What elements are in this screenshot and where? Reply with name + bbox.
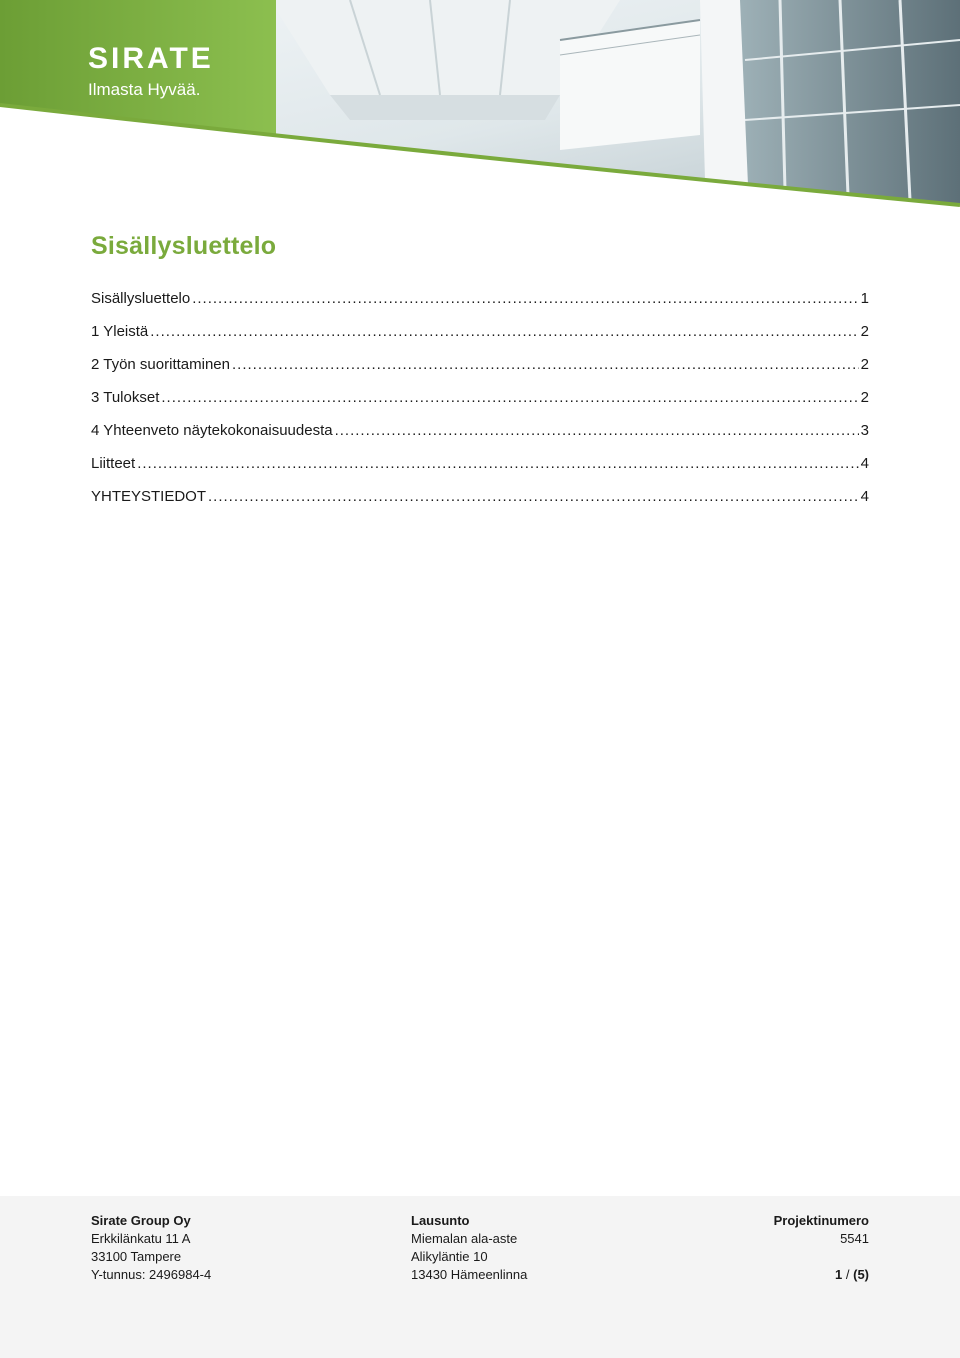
project-number-label: Projektinumero <box>773 1213 869 1228</box>
company-city: 33100 Tampere <box>91 1249 182 1264</box>
site-street: Alikyläntie 10 <box>411 1249 488 1264</box>
document-type: Lausunto <box>411 1213 470 1228</box>
company-business-id: Y-tunnus: 2496984-4 <box>91 1267 212 1282</box>
footer-document <box>411 1212 527 1284</box>
page-counter <box>774 1266 869 1284</box>
logo-slogan: Ilmasta Hyvää. <box>88 80 201 99</box>
toc-entry[interactable] <box>91 356 869 389</box>
page-current: 1 <box>835 1267 843 1282</box>
toc-leader <box>150 323 858 340</box>
toc-entry[interactable] <box>91 323 869 356</box>
project-number: 5541 <box>840 1231 869 1246</box>
toc-entry[interactable] <box>91 455 869 488</box>
toc-leader <box>232 356 859 373</box>
toc-entry-label: 4 Yhteenveto näytekokonaisuudesta <box>91 422 333 439</box>
logo-wordmark: SIRATE <box>88 42 214 75</box>
toc-entry-label: YHTEYSTIEDOT <box>91 488 207 505</box>
toc-entry-label: 1 Yleistä <box>91 323 149 340</box>
page-separator: / <box>842 1267 854 1282</box>
toc-leader <box>208 488 859 505</box>
toc-entry-label: Sisällysluettelo <box>91 290 191 307</box>
toc-leader <box>137 455 858 472</box>
toc-entry-page: 1 <box>860 290 869 307</box>
toc-entry-label: 2 Työn suorittaminen <box>91 356 230 373</box>
toc-entry-page: 2 <box>860 323 869 340</box>
footer-project <box>774 1212 869 1284</box>
toc-entry-page: 2 <box>860 356 869 373</box>
toc-entry-page: 4 <box>860 488 869 505</box>
toc-leader <box>161 389 858 406</box>
page-footer <box>0 1196 960 1358</box>
toc-entry[interactable] <box>91 389 869 422</box>
toc-leader <box>192 290 858 307</box>
toc-list <box>91 290 869 521</box>
company-name: Sirate Group Oy <box>91 1213 191 1228</box>
toc-entry-page: 3 <box>860 422 869 439</box>
site-city: 13430 Hämeenlinna <box>411 1267 528 1282</box>
header-banner <box>0 0 960 215</box>
toc-entry-page: 4 <box>860 455 869 472</box>
toc-entry-label: Liitteet <box>91 455 136 472</box>
toc-entry[interactable] <box>91 290 869 323</box>
toc-entry-page: 2 <box>860 389 869 406</box>
building-photo <box>0 0 960 215</box>
toc-entry[interactable] <box>91 488 869 521</box>
footer-company <box>91 1212 211 1284</box>
page-total: (5) <box>853 1267 869 1282</box>
site-name: Miemalan ala-aste <box>411 1231 518 1246</box>
company-street: Erkkilänkatu 11 A <box>91 1231 191 1246</box>
toc-leader <box>335 422 859 439</box>
toc-entry[interactable] <box>91 422 869 455</box>
toc-entry-label: 3 Tulokset <box>91 389 160 406</box>
toc-title: Sisällysluettelo <box>91 232 277 260</box>
